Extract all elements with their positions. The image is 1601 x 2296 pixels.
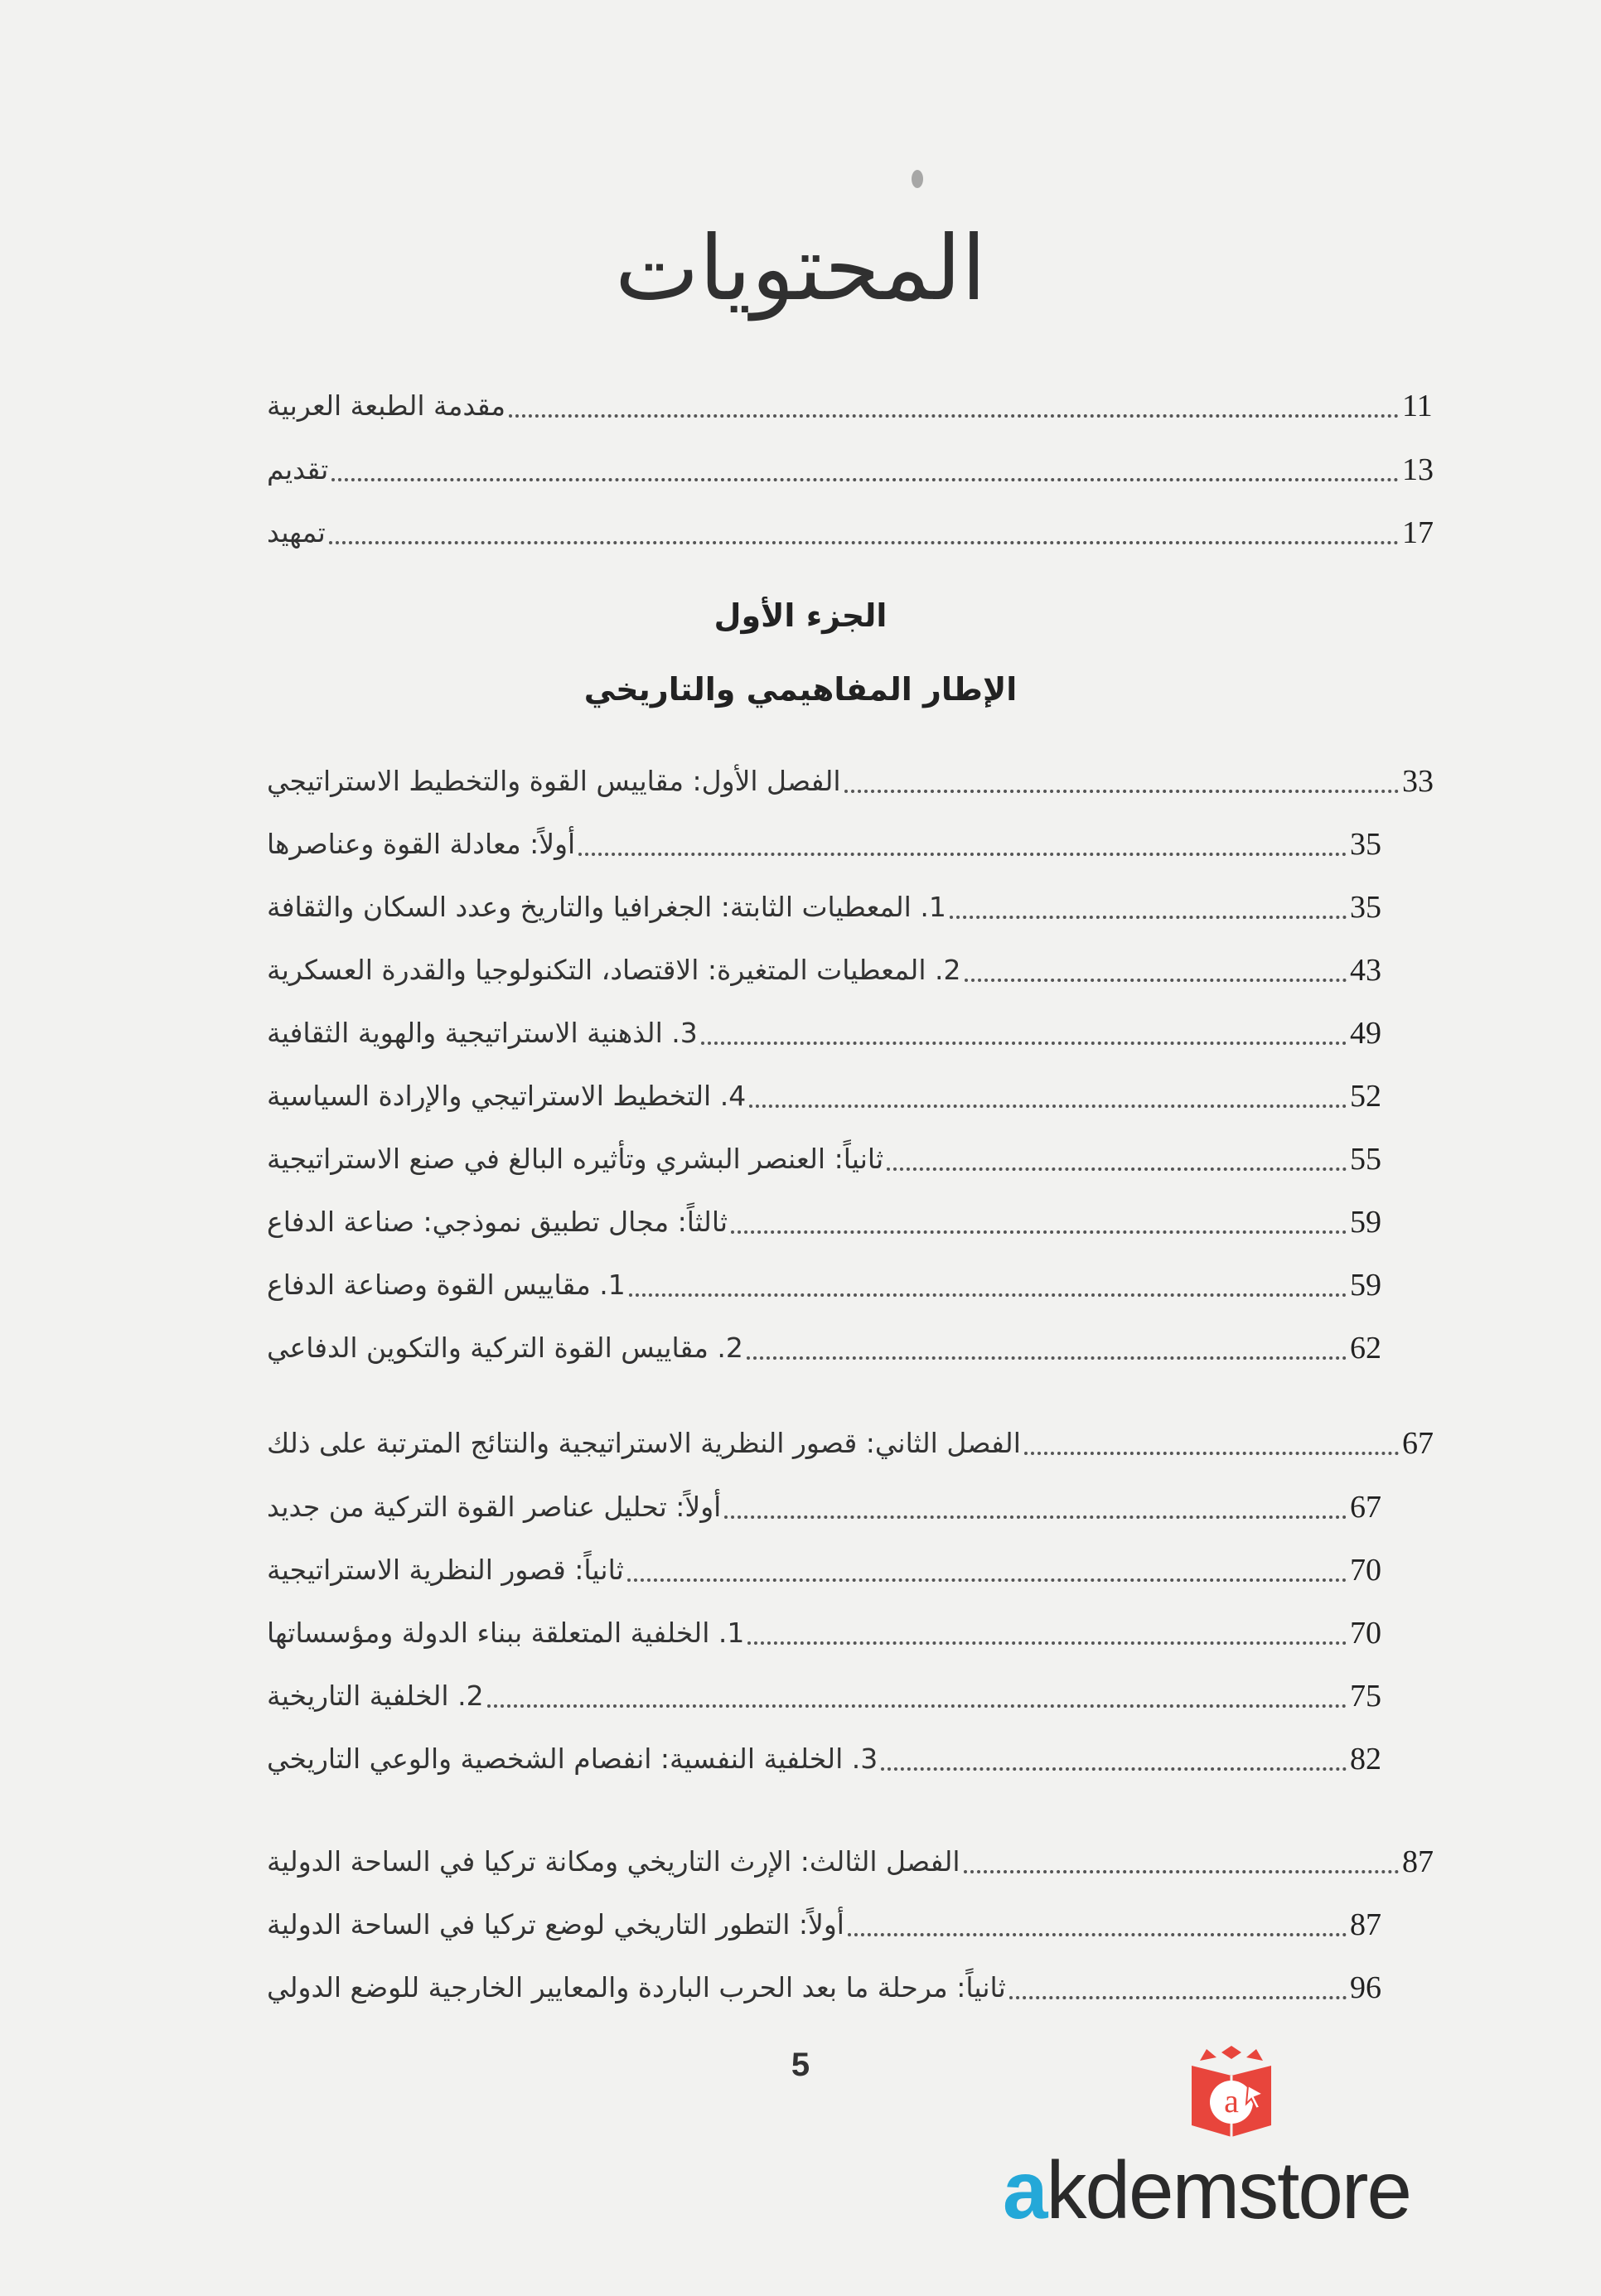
dot-leader <box>964 1870 1399 1873</box>
dot-leader <box>887 1167 1347 1171</box>
toc-row-section[interactable] <box>267 940 1390 989</box>
dot-leader <box>509 414 1399 418</box>
toc-page-number: 96 <box>1350 1970 1381 2005</box>
dot-leader <box>844 790 1399 793</box>
dot-leader <box>965 979 1347 982</box>
toc-entry-label: تمهيد <box>267 516 326 549</box>
toc-page-number: 35 <box>1350 890 1381 925</box>
wordmark-lead: a <box>1003 2144 1047 2236</box>
toc-entry-label: الفصل الثالث: الإرث التاريخي ومكانة تركيا في الساحة الدولية <box>267 1845 960 1878</box>
dot-leader <box>629 1293 1347 1297</box>
toc-row-section[interactable] <box>267 814 1390 863</box>
toc-page-number: 67 <box>1350 1490 1381 1525</box>
toc-entry-label: ثانياً: قصور النظرية الاستراتيجية <box>267 1554 624 1586</box>
dot-leader <box>487 1704 1347 1708</box>
toc-page-number: 13 <box>1402 452 1434 487</box>
dot-leader <box>329 541 1399 544</box>
dot-leader <box>848 1933 1347 1936</box>
dot-leader <box>749 1104 1347 1108</box>
toc-row-section[interactable] <box>267 1728 1390 1778</box>
dot-leader <box>701 1042 1347 1045</box>
toc-entry-label: الفصل الأول: مقاييس القوة والتخطيط الاستراتيجي <box>267 765 841 797</box>
toc-row-section[interactable] <box>267 1066 1390 1115</box>
toc-page-number: 55 <box>1350 1142 1381 1177</box>
toc-entry-label: ثانياً: مرحلة ما بعد الحرب الباردة والمعايير الخارجية للوضع الدولي <box>267 1971 1006 2004</box>
toc-entry-label: ثالثاً: مجال تطبيق نموذجي: صناعة الدفاع <box>267 1206 728 1238</box>
dot-leader <box>1024 1452 1399 1455</box>
toc-page-number: 87 <box>1402 1844 1434 1879</box>
toc-entry-label: أولاً: تحليل عناصر القوة التركية من جديد <box>267 1491 722 1523</box>
toc-row-section[interactable] <box>267 877 1390 926</box>
page-title: المحتويات <box>614 217 987 321</box>
toc-page-number: 75 <box>1350 1679 1381 1714</box>
store-wordmark <box>1003 2140 1475 2240</box>
toc-entry-label: 2. مقاييس القوة التركية والتكوين الدفاعي <box>267 1332 743 1364</box>
toc-page-number: 11 <box>1402 389 1433 423</box>
toc-entry-label: 4. التخطيط الاستراتيجي والإرادة السياسية <box>267 1080 747 1112</box>
part-title: الإطار المفاهيمي والتاريخي <box>583 671 1018 708</box>
toc-entry-label: 1. مقاييس القوة وصناعة الدفاع <box>267 1269 626 1301</box>
book-cart-icon <box>1183 2042 1279 2140</box>
dot-leader <box>881 1767 1347 1771</box>
toc-page-number: 35 <box>1350 827 1381 862</box>
toc-entry-label: تقديم <box>267 453 329 486</box>
toc-page-number: 67 <box>1402 1426 1434 1461</box>
ink-mark <box>912 170 923 188</box>
toc-page-number: 87 <box>1350 1907 1381 1942</box>
toc-row-introduction[interactable] <box>267 439 1442 489</box>
toc-entry-label: ثانياً: العنصر البشري وتأثيره البالغ في صنع الاستراتيجية <box>267 1143 884 1175</box>
dot-leader <box>627 1578 1347 1582</box>
toc-entry-label: 1. المعطيات الثابتة: الجغرافيا والتاريخ وعدد السكان والثقافة <box>267 891 946 923</box>
toc-page-number: 43 <box>1350 953 1381 988</box>
logo-icon-letter: a <box>1224 2082 1239 2120</box>
dot-leader <box>578 853 1347 856</box>
dot-leader <box>724 1515 1347 1519</box>
toc-page-number: 82 <box>1350 1742 1381 1776</box>
toc-row-section[interactable] <box>267 1957 1390 2007</box>
toc-row-section[interactable] <box>267 1254 1390 1304</box>
part-name: الجزء الأول <box>713 597 888 634</box>
toc-row-chapter-3[interactable] <box>267 1831 1442 1881</box>
toc-entry-label: 3. الذهنية الاستراتيجية والهوية الثقافية <box>267 1017 698 1049</box>
toc-row-arabic-edition-intro[interactable] <box>267 375 1442 425</box>
dot-leader <box>331 478 1399 481</box>
page-number: 5 <box>791 2047 810 2083</box>
dot-leader <box>747 1356 1347 1360</box>
dot-leader <box>747 1641 1347 1645</box>
toc-page-number: 59 <box>1350 1268 1381 1303</box>
toc-page-number: 33 <box>1402 764 1434 799</box>
toc-page-number: 52 <box>1350 1079 1381 1114</box>
toc-page-number: 70 <box>1350 1616 1381 1651</box>
toc-row-section[interactable] <box>267 1665 1390 1715</box>
toc-row-section[interactable] <box>267 1317 1390 1367</box>
toc-row-section[interactable] <box>267 1602 1390 1652</box>
toc-page-number: 70 <box>1350 1553 1381 1588</box>
toc-row-chapter-2[interactable] <box>267 1413 1442 1462</box>
toc-entry-label: 2. المعطيات المتغيرة: الاقتصاد، التكنولوجيا والقدرة العسكرية <box>267 954 961 986</box>
toc-row-chapter-1[interactable] <box>267 751 1442 800</box>
toc-entry-label: 2. الخلفية التاريخية <box>267 1680 484 1712</box>
toc-page-number: 62 <box>1350 1331 1381 1366</box>
toc-entry-label: 1. الخلفية المتعلقة ببناء الدولة ومؤسساتها <box>267 1617 745 1649</box>
toc-page-number: 59 <box>1350 1205 1381 1240</box>
toc-entry-label: أولاً: التطور التاريخي لوضع تركيا في الساحة الدولية <box>267 1908 844 1941</box>
toc-entry-label: 3. الخلفية النفسية: انفصام الشخصية والوعي التاريخي <box>267 1743 878 1775</box>
toc-page-number: 17 <box>1402 515 1434 550</box>
toc-row-preface[interactable] <box>267 502 1442 552</box>
toc-entry-label: مقدمة الطبعة العربية <box>267 389 506 422</box>
store-logo[interactable] <box>1003 2042 1475 2258</box>
dot-leader <box>1009 1996 1347 1999</box>
toc-entry-label: أولاً: معادلة القوة وعناصرها <box>267 828 576 860</box>
toc-row-section[interactable] <box>267 1129 1390 1178</box>
toc-row-section[interactable] <box>267 1894 1390 1944</box>
wordmark-rest: kdemstore <box>1046 2144 1411 2236</box>
toc-row-section[interactable] <box>267 1192 1390 1241</box>
toc-page-number: 49 <box>1350 1016 1381 1051</box>
toc-entry-label: الفصل الثاني: قصور النظرية الاستراتيجية والنتائج المترتبة على ذلك <box>267 1427 1021 1459</box>
dot-leader <box>950 916 1347 919</box>
toc-row-section[interactable] <box>267 1477 1390 1526</box>
dot-leader <box>731 1230 1347 1234</box>
toc-row-section[interactable] <box>267 1003 1390 1052</box>
toc-row-section[interactable] <box>267 1540 1390 1589</box>
